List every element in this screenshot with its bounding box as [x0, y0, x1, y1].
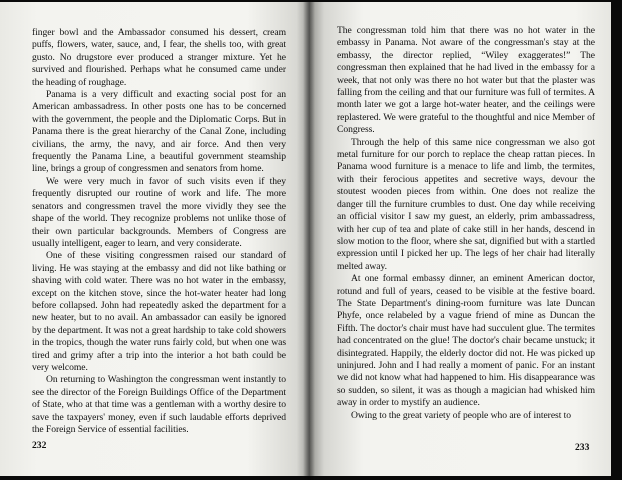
right-paragraph-3: At one formal embassy dinner, an eminent American doctor, rotund and full of years, ceased to be visible at the festive board. The State Department's dining-room furniture was late Duncan Phyfe, once relabeled by a vague friend of mine as Duncan the Fifth. The doctor's chair must have had succulent glue. The termites had concentrated on the glue! The doctor's chair became unstuck; it disintegrated. Happily, the elderly doctor did not. He was picked up uninjured. John and I had really a moment of panic. For an instant we did not know what had happened to him. His disappearance was so sudden, so silent, it was as though a magician had whisked him away in order to mystify an audience.	[337, 273, 595, 409]
right-page-body	[337, 25, 595, 422]
right-paragraph-2: Through the help of this same nice congressman we also got metal furniture for our porch to replace the cheap rattan pieces. In Panama wood furniture is a menace to life and limb, the termites, with their ferocious appetites and secretive ways, devour the stoutest wooden pieces from within. One does not realize the danger till the furniture crumbles to dust. One day while receiving an official visitor I saw my guest, an elderly, prim ambassadress, with her cup of tea and plate of cake still in her hands, descend in slow motion to the floor, where she sat, dignified but with a startled expression until I picked her up. The legs of her chair had literally melted away.	[337, 136, 595, 272]
left-paragraph-5: On returning to Washington the congressman went instantly to see the director of the Foreign Buildings Office of the Department of State, who at that time was a gentleman with a worthy desire to save the taxpayers' money, even if such laudable efforts deprived the Foreign Service of essential facilities.	[32, 374, 286, 435]
left-paragraph-4: One of these visiting congressmen raised our standard of living. He was staying at the embassy and did not like bathing or shaving with cold water. There was no hot water in the embassy, except on the kitchen stove, since the hot-water heater had long before collapsed. John had repeatedly asked the department for a new heater, but to no avail. An ambassador can easily be ignored by the department. It was not a great hardship to take cold showers in the tropics, though the water runs fairly cold, but when one was tired and grimy after a trip into the interior a hot bath could be very welcome.	[32, 250, 286, 373]
right-page-number: 233	[575, 442, 590, 453]
left-page	[0, 2, 309, 476]
right-page	[309, 2, 611, 476]
right-paragraph-1: The congressman told him that there was no hot water in the embassy in Panama. Not aware of the congressman's stay at the embassy, the director replied, “Wiley exaggerates!” The congressman then explained that he had lived in the embassy for a week, that not only was there no hot water but that the plaster was falling from the ceiling and that our furniture was full of termites. A month later we got a large hot-water heater, and the ceilings were replastered. We were grateful to the thoughtful and nice Member of Congress.	[337, 25, 595, 136]
left-page-number: 232	[32, 440, 47, 451]
left-paragraph-3: We were very much in favor of such visits even if they frequently disrupted our routine of work and life. The more senators and congressmen travel the more vividly they see the shape of the world. They recognize problems not unlike those of their own particular backgrounds. Members of Congress are usually intelligent, eager to learn, and very considerate.	[32, 175, 286, 249]
left-paragraph-1: finger bowl and the Ambassador consumed his dessert, cream puffs, flowers, water, sauce, and, I fear, the shells too, with great gusto. No drugstore ever produced a stranger mixture. Yet he survived and flourished. Perhaps what he consumed came under the heading of roughage.	[32, 27, 286, 88]
right-paragraph-4: Owing to the great variety of people who are of interest to	[351, 409, 572, 421]
left-paragraph-2: Panama is a very difficult and exacting social post for an American ambassadress. In other posts one has to be concerned with the government, the people and the Diplomatic Corps. But in Panama there is the great hierarchy of the Canal Zone, including civilians, the army, the navy, and air force. And then very frequently the Panama Line, a beautiful government steamship line, brings a group of congressmen and senators from home.	[32, 89, 286, 175]
left-page-body	[32, 27, 286, 436]
